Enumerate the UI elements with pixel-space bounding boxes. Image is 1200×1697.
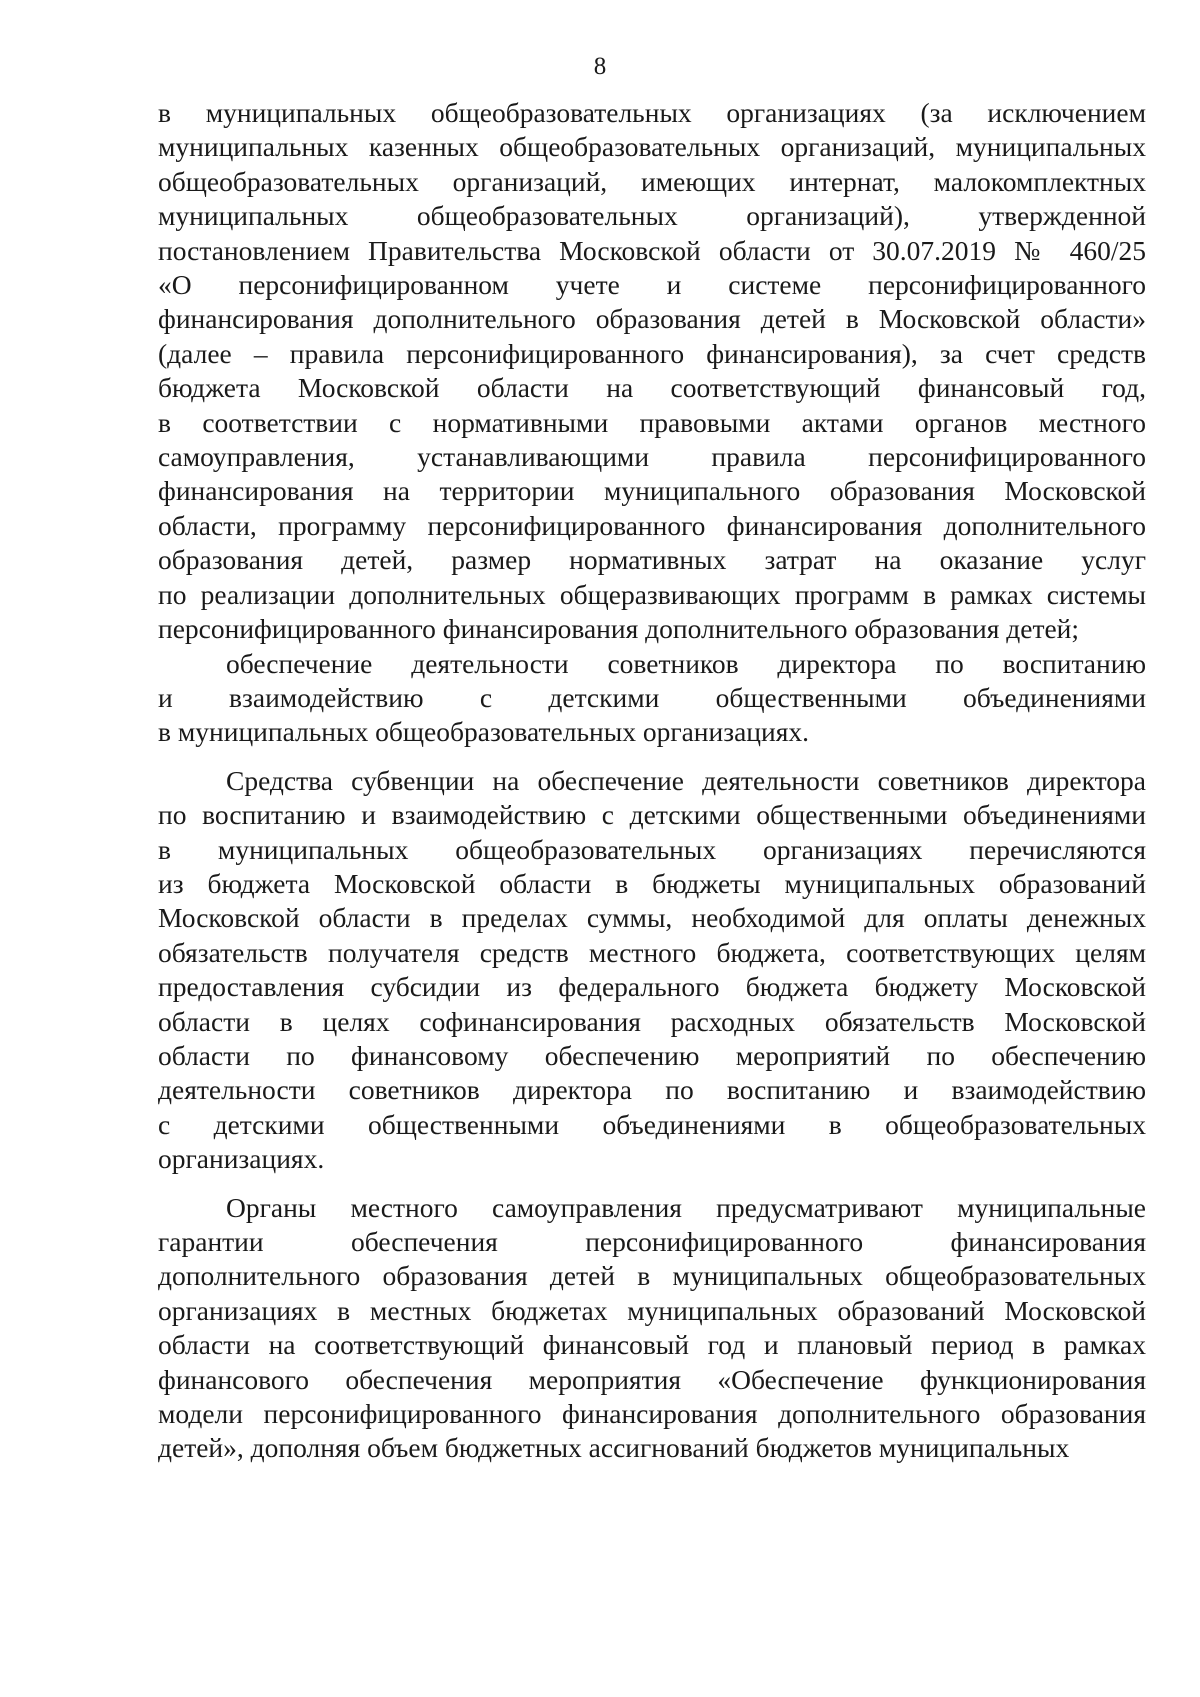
text-line: по воспитанию и взаимодействию с детскими общественными объединениями [158,799,1146,831]
text-line: области по финансовому обеспечению мероприятий по обеспечению [158,1039,1146,1071]
text-line: детей», дополняя объем бюджетных ассигнований бюджетов муниципальных [158,1432,1070,1464]
text-line: из бюджета Московской области в бюджеты муниципальных образований [158,867,1146,899]
paragraph [158,96,1146,647]
text-line: дополнительного образования детей в муниципальных общеобразовательных [158,1260,1146,1292]
text-line: персонифицированного финансирования дополнительного образования детей; [158,613,1080,645]
text-line: муниципальных казенных общеобразовательных организаций, муниципальных [158,131,1146,163]
text-line: Московской области в пределах суммы, необходимой для оплаты денежных [158,902,1146,934]
text-line: по реализации дополнительных общеразвивающих программ в рамках системы [158,578,1146,610]
paragraph [158,647,1146,750]
text-line: области в целях софинансирования расходных обязательств Московской [158,1005,1146,1037]
paragraph [158,1191,1146,1466]
text-line: «О персонифицированном учете и системе персонифицированного [158,269,1146,301]
text-line: с детскими общественными объединениями в общеобразовательных [158,1108,1146,1140]
text-line: модели персонифицированного финансирования дополнительного образования [158,1398,1146,1430]
text-line: финансового обеспечения мероприятия «Обеспечение функционирования [158,1363,1146,1395]
text-line: (далее – правила персонифицированного финансирования), за счет средств [158,337,1146,369]
text-line: обязательств получателя средств местного бюджета, соответствующих целям [158,936,1146,968]
text-line: в муниципальных общеобразовательных организациях перечисляются [158,833,1146,865]
document-body [158,96,1146,1466]
text-line: и взаимодействию с детскими общественными объединениями [158,681,1146,713]
text-line: в муниципальных общеобразовательных организациях. [158,716,810,748]
text-line: Средства субвенции на обеспечение деятельности советников директора [226,764,1146,796]
paragraph [158,764,1146,1177]
text-line: образования детей, размер нормативных затрат на оказание услуг [158,544,1146,576]
text-line: муниципальных общеобразовательных организаций), утвержденной [158,200,1146,232]
text-line: предоставления субсидии из федерального бюджета бюджету Московской [158,971,1146,1003]
text-line: Органы местного самоуправления предусматривают муниципальные [226,1191,1146,1223]
text-line: самоуправления, устанавливающими правила персонифицированного [158,441,1146,473]
text-line: постановлением Правительства Московской области от 30.07.2019 № 460/25 [158,234,1146,266]
text-line: организациях. [158,1143,325,1175]
text-line: в муниципальных общеобразовательных организациях (за исключением [158,97,1146,128]
page-number: 8 [593,53,607,80]
text-line: бюджета Московской области на соответствующий финансовый год, [158,372,1146,404]
paragraph-gap [158,1177,1146,1191]
text-line: организациях в местных бюджетах муниципальных образований Московской [158,1294,1146,1326]
text-line: общеобразовательных организаций, имеющих интернат, малокомплектных [158,165,1146,197]
text-line: обеспечение деятельности советников директора по воспитанию [226,647,1146,679]
paragraph-gap [158,750,1146,764]
text-line: области, программу персонифицированного финансирования дополнительного [158,509,1146,541]
text-line: финансирования на территории муниципального образования Московской [158,475,1146,507]
text-line: области на соответствующий финансовый год и плановый период в рамках [158,1329,1146,1361]
text-line: финансирования дополнительного образования детей в Московской области» [158,303,1146,335]
text-line: деятельности советников директора по воспитанию и взаимодействию [158,1074,1146,1106]
text-line: гарантии обеспечения персонифицированного финансирования [158,1226,1146,1257]
text-line: в соответствии с нормативными правовыми актами органов местного [158,406,1146,438]
